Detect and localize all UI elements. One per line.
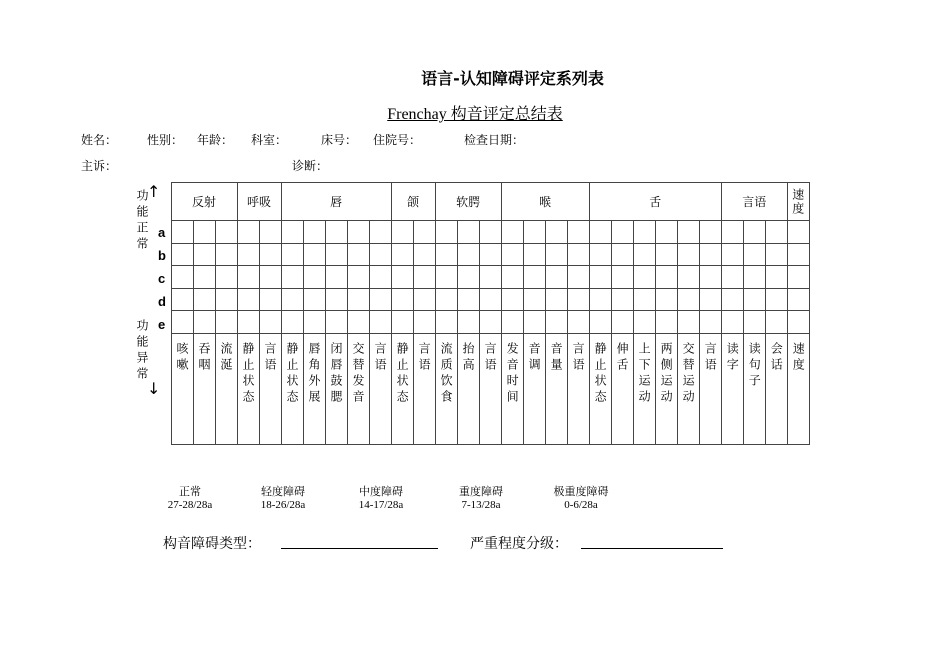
score-cell[interactable] — [457, 288, 479, 311]
item-label-cell — [435, 333, 457, 444]
score-cell[interactable] — [765, 288, 787, 311]
item-label-cell — [567, 333, 589, 444]
score-cell[interactable] — [215, 311, 237, 334]
score-cell[interactable] — [259, 221, 281, 244]
item-label-cell — [589, 333, 611, 444]
score-cell[interactable] — [303, 288, 325, 311]
grade-letter-a: a — [158, 225, 166, 240]
grade-row — [127, 288, 809, 311]
item-label: 闭唇鼓腮 — [329, 341, 344, 406]
score-cell[interactable] — [281, 266, 303, 289]
score-cell[interactable] — [325, 311, 347, 334]
item-label: 交替发音 — [351, 341, 366, 406]
item-label-cell — [611, 333, 633, 444]
item-label-cell — [677, 333, 699, 444]
item-label: 流涎 — [219, 341, 234, 374]
score-cell[interactable] — [237, 221, 259, 244]
item-label: 静止状态 — [241, 341, 256, 406]
score-cell[interactable] — [677, 243, 699, 266]
item-label: 静止状态 — [395, 341, 410, 406]
score-cell[interactable] — [567, 221, 589, 244]
score-cell[interactable] — [391, 311, 413, 334]
legend-label: 极重度障碍 — [553, 485, 609, 498]
score-cell[interactable] — [237, 288, 259, 311]
legend-normal — [165, 483, 215, 511]
score-cell[interactable] — [281, 221, 303, 244]
item-label-cell — [171, 333, 193, 444]
score-cell[interactable] — [325, 221, 347, 244]
score-cell[interactable] — [765, 311, 787, 334]
score-cell[interactable] — [721, 221, 743, 244]
score-cell[interactable] — [523, 311, 545, 334]
score-cell[interactable] — [325, 266, 347, 289]
item-label: 唇角外展 — [307, 341, 322, 406]
score-cell[interactable] — [699, 243, 721, 266]
score-cell[interactable] — [501, 243, 523, 266]
score-cell[interactable] — [655, 243, 677, 266]
item-label-cell — [413, 333, 435, 444]
score-cell[interactable] — [743, 243, 765, 266]
item-label: 言语 — [263, 341, 278, 374]
score-cell[interactable] — [435, 221, 457, 244]
score-cell[interactable] — [391, 243, 413, 266]
score-cell[interactable] — [369, 243, 391, 266]
item-label: 会话 — [769, 341, 784, 374]
score-cell[interactable] — [523, 266, 545, 289]
legend-mild — [251, 483, 315, 511]
item-label: 言语 — [703, 341, 718, 374]
group-header: 唇 — [281, 183, 391, 221]
score-cell[interactable] — [633, 221, 655, 244]
score-cell[interactable] — [787, 311, 809, 334]
score-cell[interactable] — [787, 266, 809, 289]
group-header: 软腭 — [435, 183, 501, 221]
item-label: 两侧运动 — [659, 341, 674, 406]
score-cell[interactable] — [589, 243, 611, 266]
score-cell[interactable] — [259, 311, 281, 334]
score-cell[interactable] — [259, 288, 281, 311]
score-cell[interactable] — [743, 288, 765, 311]
item-label-cell — [523, 333, 545, 444]
gender-label: 性别： — [147, 133, 184, 147]
score-cell[interactable] — [369, 266, 391, 289]
group-header: 速度 — [787, 183, 809, 221]
score-cell[interactable] — [655, 266, 677, 289]
score-cell[interactable] — [369, 311, 391, 334]
score-cell[interactable] — [765, 243, 787, 266]
item-label: 读字 — [725, 341, 740, 374]
score-cell[interactable] — [567, 243, 589, 266]
score-cell[interactable] — [171, 266, 193, 289]
score-cell[interactable] — [787, 243, 809, 266]
score-cell[interactable] — [435, 266, 457, 289]
score-cell[interactable] — [413, 311, 435, 334]
item-label-cell — [193, 333, 215, 444]
group-header: 反射 — [171, 183, 237, 221]
item-label-cell — [325, 333, 347, 444]
score-cell[interactable] — [303, 243, 325, 266]
score-cell[interactable] — [171, 243, 193, 266]
score-cell[interactable] — [457, 266, 479, 289]
score-cell[interactable] — [699, 288, 721, 311]
group-header: 言语 — [721, 183, 787, 221]
item-label: 言语 — [373, 341, 388, 374]
item-label-cell — [765, 333, 787, 444]
score-cell[interactable] — [699, 311, 721, 334]
score-cell[interactable] — [215, 266, 237, 289]
legend-severe — [449, 483, 513, 511]
item-label-cell — [259, 333, 281, 444]
abnormal-function-label — [134, 319, 151, 399]
score-cell[interactable] — [545, 266, 567, 289]
score-cell[interactable] — [325, 288, 347, 311]
score-cell[interactable] — [413, 221, 435, 244]
score-cell[interactable] — [633, 266, 655, 289]
item-label: 流质饮食 — [439, 341, 454, 406]
assessment-table — [127, 182, 810, 445]
group-header: 呼吸 — [237, 183, 281, 221]
item-label: 上下运动 — [637, 341, 652, 406]
item-label: 速度 — [791, 341, 806, 374]
item-label: 静止状态 — [285, 341, 300, 406]
score-cell[interactable] — [501, 288, 523, 311]
score-cell[interactable] — [435, 288, 457, 311]
score-cell[interactable] — [611, 221, 633, 244]
score-cell[interactable] — [457, 221, 479, 244]
item-label-cell — [501, 333, 523, 444]
score-cell[interactable] — [545, 288, 567, 311]
score-cell[interactable] — [567, 266, 589, 289]
legend-moderate — [349, 483, 413, 511]
exam-date-label: 检查日期： — [464, 133, 525, 147]
score-cell[interactable] — [589, 266, 611, 289]
item-label-cell — [303, 333, 325, 444]
score-cell[interactable] — [237, 243, 259, 266]
score-cell[interactable] — [479, 266, 501, 289]
grade-row — [127, 221, 809, 244]
score-cell[interactable] — [171, 288, 193, 311]
score-cell[interactable] — [743, 311, 765, 334]
grade-row — [127, 311, 809, 334]
score-cell[interactable] — [479, 221, 501, 244]
item-label: 吞咽 — [197, 341, 211, 374]
diagnosis-label: 诊断： — [292, 159, 329, 173]
arrow-up-icon: ↑ — [147, 182, 161, 201]
score-cell[interactable] — [193, 243, 215, 266]
group-header: 颌 — [391, 183, 435, 221]
score-cell[interactable] — [545, 221, 567, 244]
score-cell[interactable] — [765, 266, 787, 289]
score-cell[interactable] — [457, 243, 479, 266]
score-cell[interactable] — [633, 288, 655, 311]
score-cell[interactable] — [787, 288, 809, 311]
score-cell[interactable] — [391, 221, 413, 244]
score-cell[interactable] — [787, 221, 809, 244]
score-cell[interactable] — [391, 266, 413, 289]
legend-value: 7-13/28a — [461, 499, 501, 511]
score-cell[interactable] — [501, 221, 523, 244]
score-cell[interactable] — [479, 288, 501, 311]
score-cell[interactable] — [567, 288, 589, 311]
abnormal-function-text: 功能异常 — [135, 319, 149, 383]
dysarthria-type-field[interactable] — [281, 548, 438, 549]
score-cell[interactable] — [259, 266, 281, 289]
score-cell[interactable] — [369, 288, 391, 311]
item-label: 音调 — [527, 341, 542, 374]
score-cell[interactable] — [435, 243, 457, 266]
score-cell[interactable] — [281, 311, 303, 334]
score-cell[interactable] — [677, 221, 699, 244]
score-cell[interactable] — [347, 266, 369, 289]
item-label: 抬高 — [461, 341, 476, 374]
item-label: 伸舌 — [615, 341, 630, 374]
grade-letter-d: d — [158, 294, 166, 309]
score-cell[interactable] — [479, 311, 501, 334]
severity-grade-field[interactable] — [581, 548, 723, 549]
score-cell[interactable] — [237, 311, 259, 334]
score-cell[interactable] — [391, 288, 413, 311]
item-label: 音量 — [549, 341, 564, 374]
score-cell[interactable] — [655, 288, 677, 311]
legend-value: 14-17/28a — [358, 499, 404, 511]
score-cell[interactable] — [743, 266, 765, 289]
item-label: 静止状态 — [593, 341, 608, 406]
score-cell[interactable] — [655, 311, 677, 334]
score-cell[interactable] — [193, 221, 215, 244]
score-cell[interactable] — [611, 311, 633, 334]
score-cell[interactable] — [171, 221, 193, 244]
score-cell[interactable] — [589, 288, 611, 311]
group-header: 喉 — [501, 183, 589, 221]
score-cell[interactable] — [303, 266, 325, 289]
score-cell[interactable] — [171, 311, 193, 334]
score-cell[interactable] — [303, 311, 325, 334]
score-cell[interactable] — [655, 221, 677, 244]
score-cell[interactable] — [501, 311, 523, 334]
score-cell[interactable] — [215, 221, 237, 244]
score-cell[interactable] — [633, 311, 655, 334]
score-cell[interactable] — [413, 266, 435, 289]
score-cell[interactable] — [369, 221, 391, 244]
side-axis — [127, 182, 171, 447]
item-label: 读句子 — [747, 341, 762, 390]
item-label: 言语 — [483, 341, 498, 374]
legend-extreme — [547, 483, 615, 511]
score-cell[interactable] — [435, 311, 457, 334]
item-label-cell — [633, 333, 655, 444]
score-cell[interactable] — [347, 243, 369, 266]
page-title: 语言-认知障碍评定系列表 — [421, 69, 604, 88]
score-cell[interactable] — [721, 288, 743, 311]
score-cell[interactable] — [325, 243, 347, 266]
legend-label: 轻度障碍 — [261, 485, 305, 498]
score-cell[interactable] — [633, 243, 655, 266]
score-cell[interactable] — [215, 243, 237, 266]
item-label-cell — [391, 333, 413, 444]
score-cell[interactable] — [589, 221, 611, 244]
score-cell[interactable] — [237, 266, 259, 289]
score-cell[interactable] — [523, 288, 545, 311]
grade-row — [127, 243, 809, 266]
score-cell[interactable] — [303, 221, 325, 244]
legend-label: 中度障碍 — [359, 485, 403, 498]
item-label-cell — [699, 333, 721, 444]
item-label-cell — [787, 333, 809, 444]
item-label-cell — [655, 333, 677, 444]
score-cell[interactable] — [677, 288, 699, 311]
legend-label: 正常 — [179, 485, 201, 498]
score-cell[interactable] — [545, 243, 567, 266]
score-cell[interactable] — [281, 243, 303, 266]
score-cell[interactable] — [611, 266, 633, 289]
score-cell[interactable] — [699, 221, 721, 244]
score-cell[interactable] — [699, 266, 721, 289]
score-cell[interactable] — [281, 288, 303, 311]
score-cell[interactable] — [347, 311, 369, 334]
item-label-cell — [281, 333, 303, 444]
score-cell[interactable] — [677, 266, 699, 289]
item-label-cell — [743, 333, 765, 444]
name-label: 姓名： — [81, 133, 118, 147]
score-cell[interactable] — [479, 243, 501, 266]
grade-row — [127, 266, 809, 289]
arrow-down-icon: ↓ — [147, 379, 161, 398]
legend-label: 重度障碍 — [459, 485, 503, 498]
score-cell[interactable] — [721, 311, 743, 334]
department-label: 科室： — [251, 133, 288, 147]
grade-letter-e: e — [158, 317, 166, 332]
score-cell[interactable] — [193, 288, 215, 311]
score-cell[interactable] — [677, 311, 699, 334]
score-cell[interactable] — [259, 243, 281, 266]
score-cell[interactable] — [765, 221, 787, 244]
item-label: 发音时间 — [505, 341, 520, 406]
severity-grade-label: 严重程度分级： — [470, 536, 568, 552]
legend-value: 27-28/28a — [167, 499, 213, 511]
score-cell[interactable] — [501, 266, 523, 289]
score-cell[interactable] — [721, 243, 743, 266]
item-label-cell — [721, 333, 743, 444]
item-label: 言语 — [571, 341, 586, 374]
item-label: 交替运动 — [681, 341, 696, 406]
score-cell[interactable] — [589, 311, 611, 334]
score-cell[interactable] — [743, 221, 765, 244]
age-label: 年龄： — [197, 133, 234, 147]
item-label-cell — [457, 333, 479, 444]
item-label-cell — [215, 333, 237, 444]
normal-function-label — [134, 189, 151, 269]
score-cell[interactable] — [545, 311, 567, 334]
score-cell[interactable] — [721, 266, 743, 289]
legend-value: 0-6/28a — [564, 499, 598, 511]
legend-value: 18-26/28a — [260, 499, 306, 511]
score-cell[interactable] — [567, 311, 589, 334]
complaint-label: 主诉： — [81, 159, 118, 173]
score-cell[interactable] — [215, 288, 237, 311]
item-label-cell — [479, 333, 501, 444]
item-label: 咳嗽 — [175, 341, 189, 374]
score-cell[interactable] — [347, 288, 369, 311]
score-cell[interactable] — [523, 243, 545, 266]
score-cell[interactable] — [611, 243, 633, 266]
score-cell[interactable] — [413, 243, 435, 266]
item-label-cell — [545, 333, 567, 444]
grade-letter-b: b — [158, 248, 166, 263]
grade-letter-c: c — [158, 271, 166, 286]
page-subtitle: Frenchay 构音评定总结表 — [387, 106, 563, 123]
score-cell[interactable] — [193, 311, 215, 334]
score-cell[interactable] — [347, 221, 369, 244]
item-label-cell — [237, 333, 259, 444]
score-cell[interactable] — [193, 266, 215, 289]
item-label-cell — [369, 333, 391, 444]
score-cell[interactable] — [611, 288, 633, 311]
normal-function-text: 功能正常 — [135, 189, 149, 253]
group-header: 舌 — [589, 183, 721, 221]
score-cell[interactable] — [413, 288, 435, 311]
admission-number-label: 住院号： — [373, 133, 422, 147]
item-label-cell — [347, 333, 369, 444]
item-label: 言语 — [417, 341, 432, 374]
bed-label: 床号： — [321, 133, 358, 147]
dysarthria-type-label: 构音障碍类型： — [163, 536, 261, 552]
score-cell[interactable] — [457, 311, 479, 334]
score-cell[interactable] — [523, 221, 545, 244]
